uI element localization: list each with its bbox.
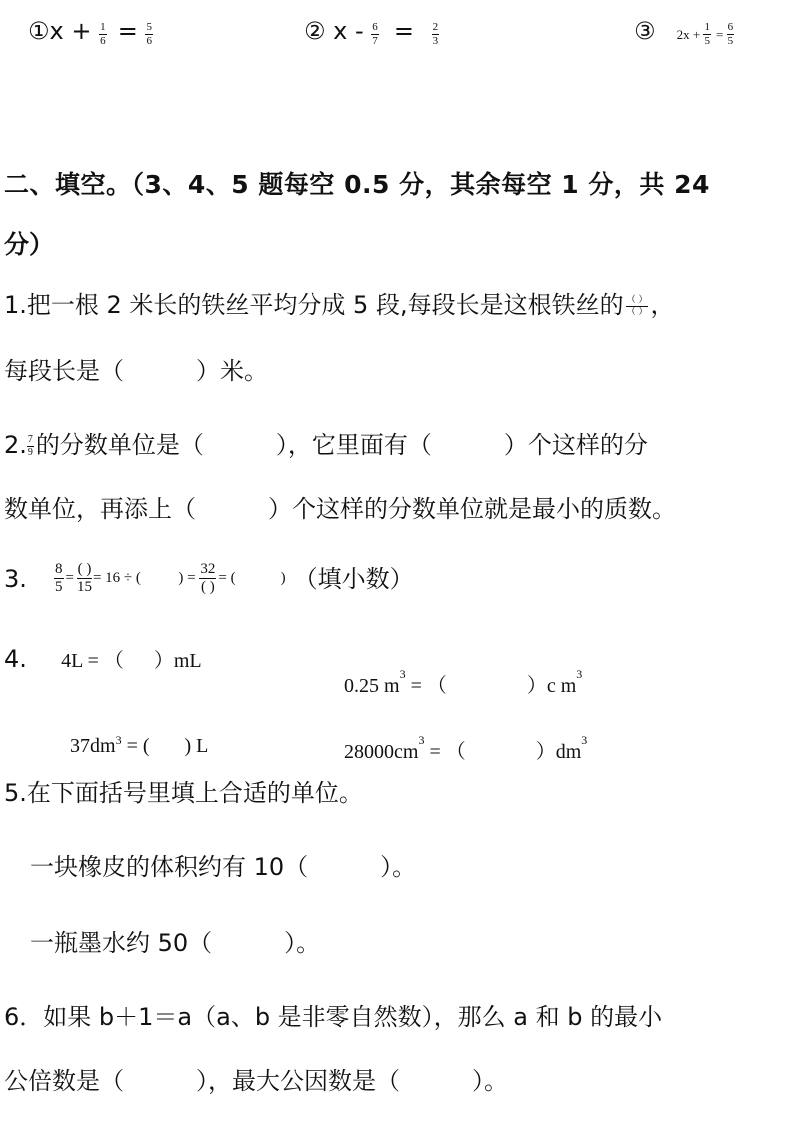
- equation-3-fraction-a: $\frac{1}{5}$: [704, 21, 710, 47]
- question-2-number: 2.: [4, 431, 27, 459]
- question-1-fraction-blank: $\frac{( )}{( )}$: [626, 294, 648, 317]
- question-2-line-2: 数单位，再添上（ ）个这样的分数单位就是最小的质数。: [4, 495, 676, 523]
- question-4-item-b: 0.25 $m^3$ = （ ）c $m^3$: [344, 667, 583, 697]
- equation-2-fraction-b: $\frac{2}{3}$: [432, 21, 439, 47]
- question-4-row-1: [4, 644, 202, 674]
- question-3-equals-1: =: [65, 570, 74, 586]
- equation-3-lhs: 2x +: [676, 27, 704, 42]
- section-heading-continued: 分）: [4, 230, 55, 259]
- equation-3-equals: =: [716, 27, 727, 42]
- question-3-tail: = ( ): [218, 570, 286, 586]
- equation-1-fraction-a: $\frac{1}{6}$: [100, 21, 106, 47]
- question-1-line-1: [4, 290, 674, 320]
- section-heading: 二、填空。（3、4、5 题每空 0.5 分，其余每空 1 分，共 24: [4, 170, 710, 199]
- question-5-title: 5.在下面括号里填上合适的单位。: [4, 779, 363, 807]
- question-3-middle: = 16 ÷ ( ) =: [92, 570, 200, 586]
- question-2-fraction: $\frac{7}{9}$: [27, 433, 33, 458]
- equation-3-label: ③: [634, 17, 656, 45]
- equation-1-equals: =: [117, 17, 146, 45]
- question-4-number: 4.: [4, 645, 27, 673]
- question-5-item-2: 一瓶墨水约 50（ ）。: [30, 929, 321, 957]
- equation-2-lhs: ② x -: [304, 17, 372, 45]
- equation-2-equals: =: [393, 17, 422, 45]
- question-2-text: 的分数单位是（ ），它里面有（ ）个这样的分: [35, 431, 648, 459]
- question-2-line-1: [4, 430, 648, 460]
- equation-2-fraction-a: $\frac{6}{7}$: [372, 21, 378, 47]
- question-3-fraction-2: $\frac{( )}{15}$: [76, 561, 92, 595]
- equation-1: [28, 16, 153, 47]
- question-3: [4, 562, 414, 595]
- equation-2: [304, 16, 439, 47]
- question-1-text: 1.把一根 2 米长的铁丝平均分成 5 段,每段长是这根铁丝的: [4, 291, 624, 319]
- equation-1-fraction-b: $\frac{5}{6}$: [146, 21, 152, 47]
- question-1-comma: ，: [650, 291, 675, 319]
- equation-1-lhs: ①x +: [28, 17, 100, 45]
- question-6-line-2: 公倍数是（ ），最大公因数是（ ）。: [4, 1067, 508, 1095]
- question-4-item-c: $37dm^3$ = ( ) L: [70, 733, 209, 757]
- question-3-number: 3.: [4, 564, 27, 593]
- question-1-line-2: 每段长是（ ）米。: [4, 357, 268, 385]
- question-4-item-d: $28000cm^3$ = （ ）$dm^3$: [344, 733, 588, 763]
- question-4-item-a: 4L = （ ）mL: [61, 650, 202, 672]
- question-5-item-1: 一块橡皮的体积约有 10（ ）。: [30, 853, 417, 881]
- question-6-line-1: 6．如果 b＋1＝a（a、b 是非零自然数），那么 a 和 b 的最小: [4, 1003, 663, 1031]
- equation-3: [634, 16, 734, 47]
- question-3-note: （填小数）: [293, 564, 414, 593]
- equation-3-fraction-b: $\frac{6}{5}$: [727, 21, 734, 47]
- question-3-fraction-3: $\frac{32}{( )}$: [200, 561, 216, 595]
- question-3-fraction-1: $\frac{8}{5}$: [55, 561, 63, 595]
